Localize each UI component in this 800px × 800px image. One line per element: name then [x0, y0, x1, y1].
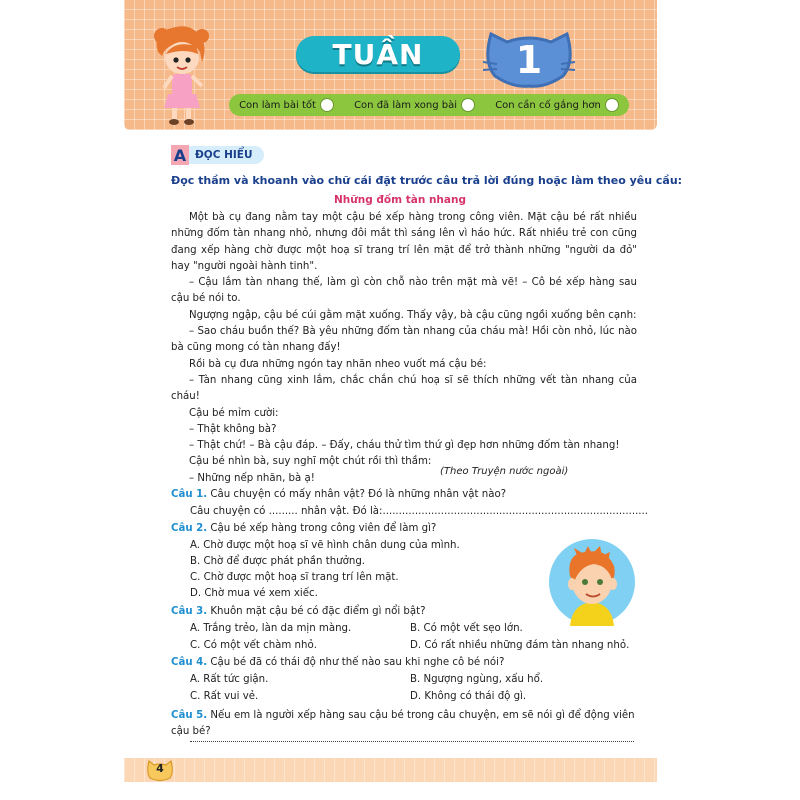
option-b[interactable]: B. Ngượng ngùng, xấu hổ.	[410, 674, 544, 685]
story-source: (Theo Truyện nước ngoài)	[440, 466, 569, 477]
option-c[interactable]: C. Có một vết chàm nhỏ.	[190, 640, 317, 651]
question-text: Câu chuyện có mấy nhân vật? Đó là những nhân vật nào?	[210, 489, 507, 500]
story-paragraph: Một bà cụ đang nằm tay một cậu bé xếp hàng trong công viên. Mặt cậu bé rất nhiều những đốm tàn nhang nhỏ, nhưng đôi mắt thì sáng lên vì háo hức. Rất nhiều trẻ con cũng đang xếp hàng chờ được một hoạ sĩ trang trí lên mặt để trở thành những "người da đỏ" hay "người ngoài hành tinh".	[171, 212, 637, 272]
question-label: Câu 2.	[171, 523, 208, 534]
question-1	[171, 489, 506, 500]
question-3	[171, 606, 426, 617]
question-label: Câu 5.	[171, 710, 208, 721]
story-paragraph: – Tàn nhang cũng xinh lắm, chắc chắn chú hoạ sĩ sẽ thích những vết tàn nhang của cháu!	[171, 374, 637, 403]
checkbox-circle-icon[interactable]	[461, 98, 475, 112]
question-label: Câu 3.	[171, 606, 208, 617]
question-text: Nếu em là người xếp hàng sau cậu bé trong câu chuyện, em sẽ nói gì để động viên cậu bé?	[171, 710, 635, 737]
option-d[interactable]: D. Chờ mua vé xem xiếc.	[190, 588, 318, 599]
status-item-try-harder[interactable]	[495, 98, 619, 112]
self-assessment-bar	[229, 94, 629, 116]
section-title: ĐỌC HIỂU	[189, 146, 264, 164]
question-label: Câu 4.	[171, 657, 208, 668]
page-number: 4	[156, 762, 164, 775]
status-label: Con đã làm xong bài	[354, 99, 458, 111]
story-paragraph: Ngượng ngập, cậu bé cúi gằm mặt xuống. Thấy vậy, bà cậu cũng ngồi xuống bên cạnh:	[189, 309, 637, 321]
answer-line[interactable]	[190, 741, 634, 742]
question-text: Khuôn mặt cậu bé có đặc điểm gì nổi bật?	[210, 606, 426, 617]
story-paragraph: – Thật không bà?	[189, 423, 277, 435]
checkbox-circle-icon[interactable]	[320, 98, 334, 112]
question-5	[171, 708, 637, 740]
question-text: Cậu bé xếp hàng trong công viên để làm gì?	[210, 523, 437, 534]
status-item-done[interactable]	[354, 98, 475, 112]
status-label: Con làm bài tốt	[239, 99, 316, 111]
story-paragraph: Cậu bé nhìn bà, suy nghĩ một chút rồi thì thầm:	[189, 456, 432, 468]
story-paragraph: – Cậu lắm tàn nhang thế, làm gì còn chỗ nào trên mặt mà vẽ! – Cô bé xếp hàng sau cậu bé nói to.	[171, 277, 637, 305]
story-paragraph: – Sao cháu buồn thế? Bà yêu những đốm tàn nhang của cháu mà! Hồi còn nhỏ, lúc nào bà cũng mong có tàn nhang đấy!	[171, 326, 637, 354]
question-4	[171, 657, 504, 668]
checkbox-circle-icon[interactable]	[605, 98, 619, 112]
story-paragraph: – Những nếp nhăn, bà ạ!	[189, 472, 315, 484]
option-a[interactable]: A. Rất tức giận.	[190, 674, 269, 685]
story-paragraph: – Thật chứ! – Bà cậu đáp. – Đấy, cháu thử tìm thứ gì đẹp hơn những đốm tàn nhang!	[189, 440, 620, 452]
story-title: Những đốm tàn nhang	[334, 194, 466, 206]
instruction-text: Đọc thầm và khoanh vào chữ cái đặt trước câu trả lời đúng hoặc làm theo yêu cầu:	[171, 174, 683, 187]
question-label: Câu 1.	[171, 489, 208, 500]
section-letter: A	[171, 145, 189, 165]
status-label: Con cần cố gắng hơn	[495, 99, 601, 111]
option-c[interactable]: C. Rất vui vẻ.	[190, 691, 259, 702]
status-item-good[interactable]	[239, 98, 334, 112]
boy-portrait-icon	[548, 538, 636, 626]
option-b[interactable]: B. Có một vết sẹo lớn.	[410, 623, 523, 634]
week-number: 1	[515, 38, 543, 82]
question-2	[171, 523, 436, 534]
footer-band	[124, 758, 657, 782]
option-d[interactable]: D. Có rất nhiều những đám tàn nhang nhỏ.	[410, 640, 630, 651]
answer-line[interactable]: Câu chuyện có ......... nhân vật. Đó là:..................................................................................	[190, 506, 649, 517]
section-heading	[171, 145, 264, 165]
option-a[interactable]: A. Trắng trẻo, làn da mịn màng.	[190, 623, 352, 634]
question-text: Cậu bé đã có thái độ như thế nào sau khi nghe cô bé nói?	[210, 657, 505, 668]
story-paragraph: Rồi bà cụ đưa những ngón tay nhăn nheo vuốt má cậu bé:	[189, 358, 487, 370]
option-c[interactable]: C. Chờ được một hoạ sĩ trang trí lên mặt.	[190, 572, 399, 583]
story-body	[171, 210, 637, 487]
option-a[interactable]: A. Chờ được một hoạ sĩ vẽ hình chân dung của mình.	[190, 540, 460, 551]
story-paragraph: Cậu bé mỉm cười:	[189, 407, 279, 419]
option-b[interactable]: B. Chờ để được phát phần thưởng.	[190, 556, 366, 567]
option-d[interactable]: D. Không có thái độ gì.	[410, 691, 527, 702]
girl-illustration-icon	[150, 22, 212, 126]
week-title: TUẦN	[332, 37, 424, 71]
week-title-pill	[296, 36, 460, 72]
